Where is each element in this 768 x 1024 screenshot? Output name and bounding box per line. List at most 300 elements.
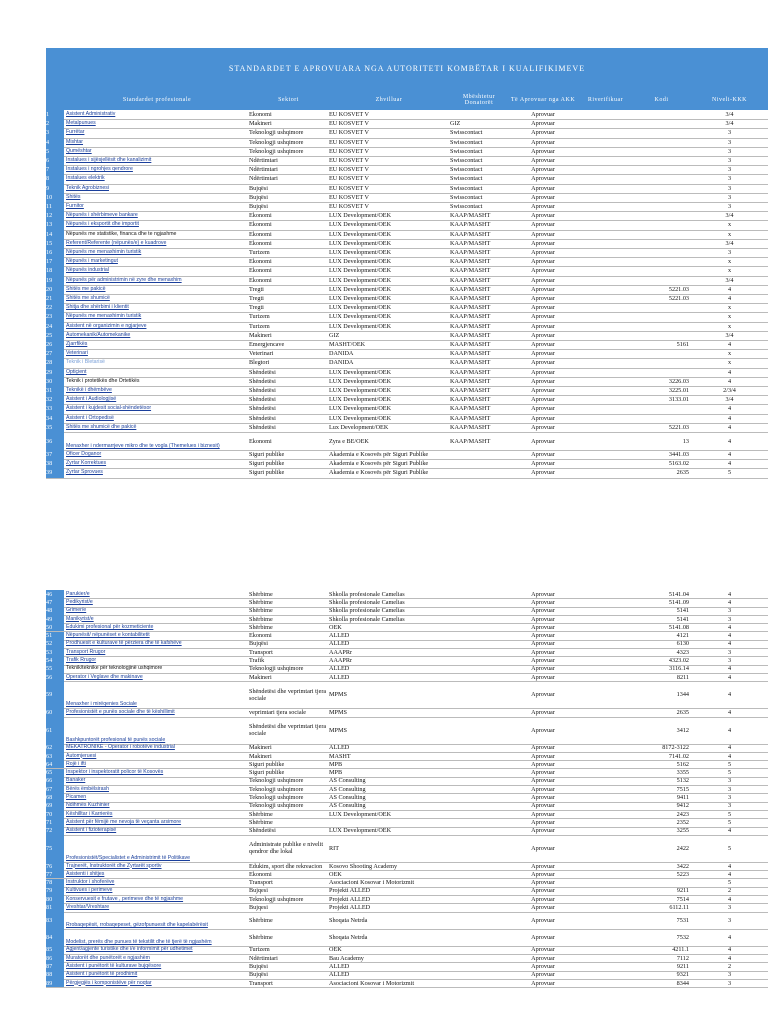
row-number: 2	[46, 119, 64, 128]
donors	[450, 879, 508, 887]
standard-name[interactable]: Ndihmës Kuzhinier	[66, 802, 110, 809]
standard-name[interactable]: Nëpunës me statistike, financa dhe te ngjashme	[66, 230, 177, 237]
developed-by: Asociacioni Kosovar i Motorizmit	[329, 979, 415, 987]
code: 6130	[676, 640, 689, 648]
developed-by: MPMS	[329, 726, 347, 734]
developed-by: RIT	[329, 844, 339, 852]
code: 2422	[676, 844, 689, 852]
approval-status: Aprovuar	[531, 946, 555, 954]
row-number: 51	[46, 632, 64, 640]
standard-name[interactable]: Asistent Administrativ	[66, 111, 116, 118]
reverified	[578, 285, 633, 294]
reverified	[578, 147, 633, 156]
developed-by: LUX Development/OEK	[329, 267, 392, 275]
standard-name[interactable]: Asistent i kujdesit social-shëndetësor	[66, 405, 152, 412]
approval-status: Aprovuar	[531, 615, 555, 623]
approval-status: Aprovuar	[531, 396, 555, 404]
standard-name[interactable]: Profesionistët/Specialistet e Administrimit të Politikave	[66, 854, 190, 861]
approval-status: Aprovuar	[531, 962, 555, 970]
standard-name[interactable]: Prodhuesit e kulturave të përziera dhe të kafshëve	[66, 640, 182, 647]
code: 2423	[676, 810, 689, 818]
level: 3/4	[725, 276, 734, 284]
standard-name[interactable]: Picamen	[66, 794, 87, 801]
standard-name[interactable]: Bashkpuntorët profesional të punës sociale	[66, 736, 166, 743]
code: 4121	[676, 632, 689, 640]
code	[634, 220, 689, 229]
code: 5163.02	[668, 460, 689, 468]
standard-name[interactable]: Asistent i fizioterapisë	[66, 827, 117, 834]
standard-name[interactable]: Nëpunës i marketingut	[66, 258, 118, 265]
developed-by: Akademia e Kosovës për Siguri Publike	[329, 451, 429, 459]
row-number: 65	[46, 769, 64, 777]
sector: Ndërtimtari	[249, 166, 278, 174]
approval-status: Aprovuar	[531, 665, 555, 673]
standard-name[interactable]: Furrëtar	[66, 129, 85, 136]
row-number: 79	[46, 887, 64, 895]
donors: KAAP/MASHT	[450, 341, 491, 349]
standard-name[interactable]: Profesionistët e punës sociale dhe të këshillimit	[66, 708, 175, 715]
sector: Bujqësi	[249, 971, 268, 979]
row-number: 28	[46, 358, 64, 367]
standard-name[interactable]: Trajnerët, Instruktorët dhe Zyrtarët sportiv	[66, 862, 162, 869]
standard-name[interactable]: Teknik i Bletarisë	[66, 359, 105, 366]
level: 4	[727, 632, 732, 640]
code: 9321	[676, 971, 689, 979]
approval-status: Aprovuar	[531, 657, 555, 665]
standard-name[interactable]: Inspektor i inspektoratit policor të Kosovës	[66, 769, 164, 776]
developed-by: Shkolla profesionale Camelias	[329, 598, 405, 606]
code: 3255	[676, 827, 689, 835]
reverified	[578, 156, 633, 165]
standard-name[interactable]: Zyrtar Korrektues	[66, 460, 107, 467]
developed-by: Asociacioni Kosovar i Motorizmit	[329, 879, 415, 887]
standard-name[interactable]: Bërës ëmbëlsirash	[66, 785, 109, 792]
reverified	[578, 184, 633, 193]
developed-by: LUX Development/OEK	[329, 396, 392, 404]
donors: Swisscontact	[450, 175, 483, 183]
developed-by: OEK	[329, 623, 342, 631]
approval-status: Aprovuar	[531, 862, 555, 870]
standard-name[interactable]: Operator i Veglave dhe makinave	[66, 673, 143, 680]
sector: Ekonomi	[249, 212, 272, 220]
code: 5141	[676, 607, 689, 615]
standard-name[interactable]: Optiçient	[66, 368, 87, 375]
standard-name[interactable]: Referent/Referente (nëpunës/e) e kuadrove	[66, 239, 167, 246]
standard-name[interactable]: Teknik i protetikës dhe Ortetikës	[66, 377, 140, 384]
developed-by: EU KOSVET V	[329, 129, 369, 137]
standard-name[interactable]: Instalues elektrik	[66, 175, 105, 182]
code: 2635	[676, 469, 689, 477]
level: x	[727, 313, 732, 321]
standard-name[interactable]: Teknik/teknike për teknologjinë ushqimore	[66, 665, 163, 672]
standard-name[interactable]: Agjent/agjente turistike dhe i/e informimit për udhetimet	[66, 946, 193, 953]
level: 5	[727, 760, 732, 768]
code: 5141.08	[668, 623, 689, 631]
standard-name[interactable]: Asistent i Ortopedisë	[66, 414, 114, 421]
level: 4	[727, 665, 732, 673]
reverified	[578, 266, 633, 275]
sector: Veterinari	[249, 350, 274, 358]
sector: Bujqësi	[249, 184, 268, 192]
standard-name[interactable]: Veterinari	[66, 350, 88, 357]
level: 3	[727, 166, 732, 174]
level: x	[727, 350, 732, 358]
code: 5221.03	[668, 295, 689, 303]
sector: Shëndetësi dhe veprimtari tjera sociale	[249, 687, 327, 702]
reverified	[578, 459, 633, 468]
standard-name[interactable]: Banaker	[66, 777, 86, 784]
standard-name[interactable]: Mishtar	[66, 138, 84, 145]
level: 3/4	[725, 111, 734, 119]
developed-by: LUX Development/OEK	[329, 276, 392, 284]
code: 5132	[676, 777, 689, 785]
code	[634, 239, 689, 248]
sector: Teknologji ushqimore	[249, 794, 304, 802]
table-row	[46, 717, 768, 745]
row-number: 38	[46, 459, 64, 468]
reverified	[578, 673, 633, 681]
donors	[450, 598, 508, 606]
donors: KAAP/MASHT	[450, 414, 491, 422]
developed-by: MASHT	[329, 752, 351, 760]
row-number: 54	[46, 656, 64, 664]
reverified	[578, 239, 633, 248]
standard-name[interactable]: Nëpunësit/ nëpunëset e kontabilitetit	[66, 632, 150, 639]
developed-by: ALLED	[329, 640, 350, 648]
reverified	[578, 648, 633, 656]
reverified	[578, 377, 633, 386]
code: 5221.03	[668, 423, 689, 431]
level: 4	[727, 827, 732, 835]
standard-name[interactable]: Parukier/e	[66, 590, 90, 597]
row-number: 10	[46, 193, 64, 202]
approval-status: Aprovuar	[531, 623, 555, 631]
code	[634, 303, 689, 312]
developed-by: Lux Development/OEK	[329, 423, 389, 431]
standard-name[interactable]: Shitës	[66, 193, 81, 200]
donors	[450, 673, 508, 681]
approval-status: Aprovuar	[531, 249, 555, 257]
row-number: 19	[46, 276, 64, 285]
standard-name[interactable]: Nëpunës i shërbimeve bankare	[66, 212, 138, 219]
approval-status: Aprovuar	[531, 451, 555, 459]
standard-name[interactable]: Shitës me pakicë	[66, 285, 106, 292]
approval-status: Aprovuar	[531, 331, 555, 339]
developed-by: LUX Development/OEK	[329, 230, 392, 238]
standard-name[interactable]: Qumështar	[66, 147, 92, 154]
standard-name[interactable]: Rojë i ifti	[66, 760, 86, 767]
row-number: 4	[46, 138, 64, 147]
reverified	[578, 879, 633, 887]
level: 3/4	[725, 396, 734, 404]
sector: Siguri publike	[249, 769, 285, 777]
row-number: 13	[46, 220, 64, 229]
row-number: 61	[46, 717, 64, 744]
donors: KAAP/MASHT	[450, 239, 491, 247]
reverified	[578, 423, 633, 432]
sector: Shërbime	[249, 590, 273, 598]
standard-name[interactable]: Përgjegjës i komponistëve për noqtar	[66, 979, 152, 986]
level: 3	[727, 249, 732, 257]
row-number: 7	[46, 165, 64, 174]
reverified	[578, 294, 633, 303]
standard-name[interactable]: Asistenti i shitjes	[66, 870, 105, 877]
approval-status: Aprovuar	[531, 590, 555, 598]
donors: KAAP/MASHT	[450, 212, 491, 220]
standard-name[interactable]: Shitës me shumicë	[66, 295, 110, 302]
approval-status: Aprovuar	[531, 359, 555, 367]
standard-name[interactable]: Teknik Agrobiznesi	[66, 184, 109, 191]
developed-by: EU KOSVET V	[329, 193, 369, 201]
standard-name[interactable]: Konservuesit e frutave , perimeve dhe të ngjashme	[66, 895, 184, 902]
row-number: 49	[46, 615, 64, 623]
standard-name[interactable]: Automekanik/Automekanike	[66, 331, 131, 338]
donors: Swisscontact	[450, 184, 483, 192]
sector: Ekonomi	[249, 870, 272, 878]
standard-name[interactable]: Automjeruesi	[66, 752, 97, 759]
row-number: 71	[46, 818, 64, 826]
reverified	[578, 954, 633, 962]
standard-name[interactable]: Instruktor i shoferëve	[66, 879, 115, 886]
standard-name[interactable]: Asistent në organizimin e ngjarjeve	[66, 322, 147, 329]
sector: Tregti	[249, 295, 264, 303]
row-number: 66	[46, 777, 64, 785]
table-header	[46, 90, 768, 110]
standard-name[interactable]: Zjarrfikës	[66, 341, 88, 348]
developed-by: AAAPRr	[329, 657, 353, 665]
donors	[450, 962, 508, 970]
row-number: 53	[46, 648, 64, 656]
standard-name[interactable]: Nëpunës i eksportit dhe importit	[66, 221, 139, 228]
standard-name[interactable]: Nëpunës për administrimin në zyre dhe menaxhim	[66, 276, 182, 283]
approval-status: Aprovuar	[531, 640, 555, 648]
code: 7514	[676, 895, 689, 903]
standard-name[interactable]: Muratorët dhe punëtorët e ngjashëm	[66, 954, 150, 961]
sector: Ekonomi	[249, 276, 272, 284]
reverified	[578, 193, 633, 202]
sector: Makineri	[249, 673, 272, 681]
sector: Shëndetësi	[249, 368, 276, 376]
level: 3/4	[725, 212, 734, 220]
row-number: 87	[46, 962, 64, 970]
level: 3	[727, 184, 732, 192]
sector: Ekonomi	[249, 111, 272, 119]
donors	[450, 971, 508, 979]
approval-status: Aprovuar	[531, 879, 555, 887]
approval-status: Aprovuar	[531, 120, 555, 128]
standard-name[interactable]: Vreshtar/Vreshtare	[66, 904, 110, 911]
approval-status: Aprovuar	[531, 423, 555, 431]
standard-name[interactable]: Edukimi profesional për kozmeticiente	[66, 623, 154, 630]
standard-name[interactable]: Trafik Rrugor	[66, 657, 97, 664]
standards-table-2	[46, 590, 768, 1024]
standard-name[interactable]: Asistent për fëmijë me nevoja të veçanta arsimore	[66, 818, 182, 825]
standards-table-1	[46, 110, 768, 488]
developed-by: EU KOSVET V	[329, 120, 369, 128]
code	[634, 184, 689, 193]
standard-name[interactable]: Asistent i punëtorit të prodhimit	[66, 971, 138, 978]
sector: Ekonomi	[249, 267, 272, 275]
reverified	[578, 979, 633, 987]
level: 5	[727, 769, 732, 777]
standard-name[interactable]: Kultivues i perimeve	[66, 887, 113, 894]
developed-by: LUX Development/OEK	[329, 387, 392, 395]
sector: Teknologji ushqimore	[249, 802, 304, 810]
standard-name[interactable]: Furnitor	[66, 203, 84, 210]
row-number: 8	[46, 174, 64, 183]
code	[634, 230, 689, 239]
donors: KAAP/MASHT	[450, 285, 491, 293]
standard-name[interactable]: Modelist, prerës dhe punues të tekstilit dhe të tjerë të ngjashëm	[66, 938, 212, 945]
standard-name[interactable]: Asistent i punëtorit të kulturave bujqësore	[66, 962, 162, 969]
code: 9411	[676, 794, 689, 802]
standard-name[interactable]: Manikyrist/e	[66, 615, 94, 622]
standard-name[interactable]: Nëpunës me menaxhimin turistik	[66, 313, 142, 320]
standard-name[interactable]: Teknikë i dhëmbëve	[66, 387, 112, 394]
donors: KAAP/MASHT	[450, 331, 491, 339]
level: 4	[727, 460, 732, 468]
code: 3355	[676, 769, 689, 777]
reverified	[578, 769, 633, 777]
approval-status: Aprovuar	[531, 769, 555, 777]
sector: Bujqesi	[249, 887, 268, 895]
sector: Ekonomi	[249, 230, 272, 238]
standard-name[interactable]: Nëpunës me menaxhimin turistik	[66, 249, 142, 256]
level: 3	[727, 648, 732, 656]
row-number: 85	[46, 946, 64, 954]
level: 3	[727, 203, 732, 211]
approval-status: Aprovuar	[531, 350, 555, 358]
reverified	[578, 257, 633, 266]
standard-name[interactable]: Instalues i sijësjellësit dhe kanalizimit	[66, 157, 152, 164]
donors	[450, 954, 508, 962]
developed-by: AS Consulting	[329, 802, 366, 810]
standard-name[interactable]: Instalues i ngrohjes qendrore	[66, 166, 133, 173]
standard-name[interactable]: MEKATRONIKË - Operator i robotëve industrial	[66, 744, 175, 751]
developed-by: Shoqata Netrda	[329, 933, 368, 941]
row-number: 86	[46, 954, 64, 962]
standard-name[interactable]: Oficer Doganor	[66, 451, 102, 458]
developed-by: MPMS	[329, 708, 347, 716]
sector: Shërbime	[249, 933, 273, 941]
sector: Transport	[249, 648, 273, 656]
reverified	[578, 862, 633, 870]
standard-name[interactable]: Këshilltar i Karrierës	[66, 810, 113, 817]
approval-status: Aprovuar	[531, 129, 555, 137]
row-number: 5	[46, 147, 64, 156]
reverified	[578, 276, 633, 285]
code: 3422	[676, 862, 689, 870]
standard-name[interactable]: Menaxher i mirëqenies Sociale	[66, 701, 137, 708]
row-number: 78	[46, 879, 64, 887]
standard-name[interactable]: Nëpunës industrial	[66, 267, 109, 274]
level: 3	[727, 916, 732, 924]
standard-name[interactable]: Transport Rrugor	[66, 648, 106, 655]
donors	[450, 818, 508, 826]
donors	[450, 681, 508, 708]
sector: Shëndetësi	[249, 377, 276, 385]
reverified	[578, 615, 633, 623]
donors: KAAP/MASHT	[450, 304, 491, 312]
row-number: 47	[46, 598, 64, 606]
standard-name[interactable]: Zyrtar Sprovues	[66, 469, 103, 476]
sector: Ekonomi	[249, 239, 272, 247]
level: 4	[727, 673, 732, 681]
standard-name[interactable]: Shitës me shumicë dhe pakicë	[66, 423, 137, 430]
level: 3	[727, 904, 732, 912]
approval-status: Aprovuar	[531, 752, 555, 760]
sector: Shëndetësi	[249, 387, 276, 395]
level: 4	[727, 726, 732, 734]
level: 5	[727, 469, 732, 477]
level: x	[727, 322, 732, 330]
level: 2	[727, 887, 732, 895]
developed-by: EU KOSVET V	[329, 203, 369, 211]
standard-name[interactable]: Pedikyrist/e	[66, 598, 93, 605]
standard-name[interactable]: Grimer/e	[66, 607, 87, 614]
donors	[450, 769, 508, 777]
reverified	[578, 760, 633, 768]
donors	[450, 656, 508, 664]
row-number: 67	[46, 785, 64, 793]
reverified	[578, 349, 633, 358]
approval-status: Aprovuar	[531, 157, 555, 165]
developed-by: LUX Development/OEK	[329, 304, 392, 312]
reverified	[578, 895, 633, 903]
approval-status: Aprovuar	[531, 777, 555, 785]
reverified	[578, 590, 633, 598]
code: 2635	[676, 708, 689, 716]
standard-name[interactable]: Rrobaqepësit, rrobaqepeset, gëzofpunuesit dhe kapelabërësit	[66, 921, 208, 928]
developed-by: ALLED	[329, 665, 350, 673]
code: 7532	[676, 933, 689, 941]
row-number: 25	[46, 331, 64, 340]
row-number: 59	[46, 681, 64, 708]
reverified	[578, 220, 633, 229]
row-number: 37	[46, 450, 64, 459]
standard-name[interactable]: Asistent i Audiologjisë	[66, 396, 117, 403]
standard-name[interactable]: Shitja dhe shërbimi i klientit	[66, 304, 129, 311]
code: 6112.11	[669, 904, 689, 912]
donors: KAAP/MASHT	[450, 230, 491, 238]
reverified	[578, 656, 633, 664]
level: 4	[727, 752, 732, 760]
reverified	[578, 744, 633, 752]
donors: KAAP/MASHT	[450, 437, 491, 445]
standard-name[interactable]: Metalpunues	[66, 120, 96, 127]
donors	[450, 607, 508, 615]
sector: Makineri	[249, 752, 272, 760]
code: 8172-3122	[662, 744, 689, 752]
donors	[450, 802, 508, 810]
level: 3	[727, 785, 732, 793]
donors: KAAP/MASHT	[450, 377, 491, 385]
table-row	[46, 912, 768, 930]
approval-status: Aprovuar	[531, 827, 555, 835]
donors: KAAP/MASHT	[450, 322, 491, 330]
standard-name[interactable]: Menaxher i ndermarrjeve mikro dhe te vogla (Themelues i biznesit)	[66, 443, 220, 449]
approval-status: Aprovuar	[531, 971, 555, 979]
code	[634, 404, 689, 413]
code: 5221.03	[668, 285, 689, 293]
sector: Shërbime	[249, 623, 273, 631]
reverified	[578, 404, 633, 413]
approval-status: Aprovuar	[531, 744, 555, 752]
reverified	[578, 640, 633, 648]
sector: Tregti	[249, 304, 264, 312]
developed-by: Akademia e Kosovës për Siguri Publike	[329, 469, 429, 477]
table-row	[46, 835, 768, 863]
